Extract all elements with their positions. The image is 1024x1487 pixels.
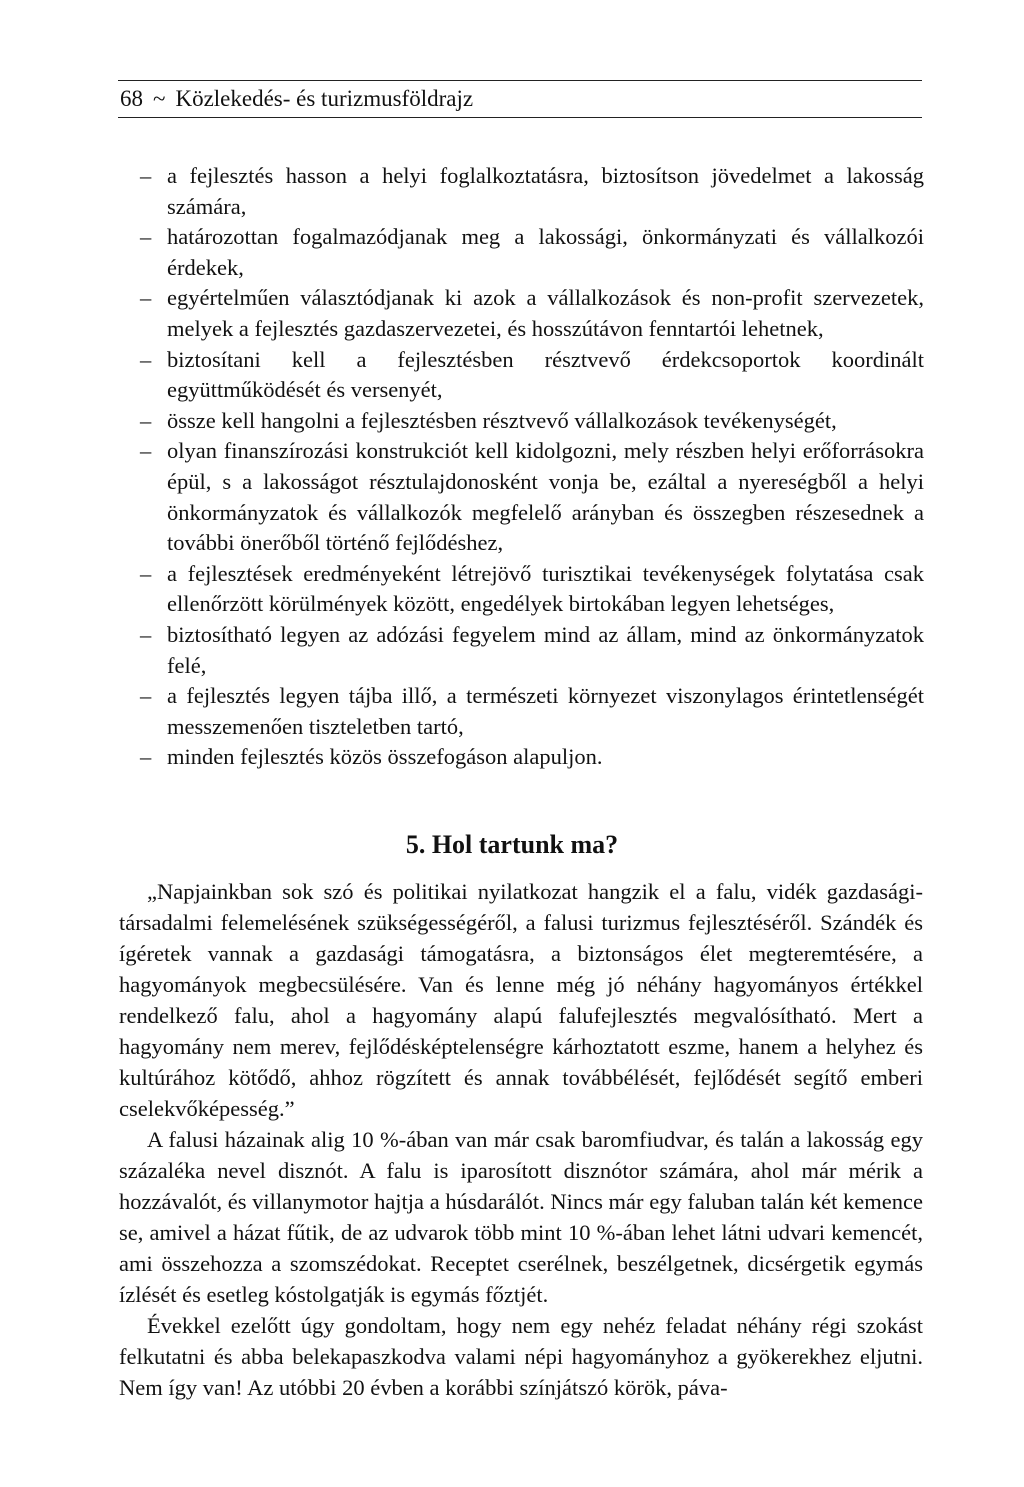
list-item: – biztosítható legyen az adózási fegyelem mind az állam, mind az önkormányzatok felé, [140,620,924,681]
list-item: – egyértelműen választódjanak ki azok a vállalkozások és non-profit szervezetek, melyek a fejlesztés gazdaszervezetei, és hosszútávon fenntartói lehetnek, [140,283,924,344]
list-item: – a fejlesztés legyen tájba illő, a természeti környezet viszonylagos érintetlenségét messzemenően tiszteletben tartó, [140,681,924,742]
page-number: 68 [120,86,143,111]
list-item: – olyan finanszírozási konstrukciót kell kidolgozni, mely részben helyi erőforrásokra épül, s a lakosságot résztulajdonosként vonja be, ezáltal a nyereségből a helyi önkormányzatok és vállalkozók megfelelő arányban és összegben részesednek a további önerőből történő fejlődéshez, [140,436,924,558]
list-item: – a fejlesztés hasson a helyi foglalkoztatásra, biztosítson jövedelmet a lakosság számára, [140,161,924,222]
header-title: Közlekedés- és turizmusföldrajz [175,86,474,111]
running-header [118,80,922,118]
list-item: – biztosítani kell a fejlesztésben résztvevő érdekcsoportok koordinált együttműködését és versenyét, [140,345,924,406]
list-item: – határozottan fogalmazódjanak meg a lakossági, önkormányzati és vállalkozói érdekek, [140,222,924,283]
list-item: – minden fejlesztés közös összefogáson alapuljon. [140,742,924,773]
list-item: – a fejlesztések eredményeként létrejövő turisztikai tevékenységek folytatása csak ellenőrzött körülmények között, engedélyek birtokában legyen lehetséges, [140,559,924,620]
header-text [120,85,483,113]
paragraph: A falusi házainak alig 10 %-ában van már csak baromfiudvar, és talán a lakosság egy százaléka nevel disznót. A falu is iparosított disznótor számára, ahol már mérik a hozzávalót, és villanymotor hajtja a húsdarálót. Nincs már egy faluban talán két kemence se, amivel a házat fűtik, de az udvarok több mint 10 %-ában lehet látni udvari kemencét, ami összehozza a szomszédokat. Receptet cserélnek, beszélgetnek, dicsérgetik egymás ízlését és esetleg kóstolgatják is egymás főztjét. [119,1127,923,1307]
list-item: – össze kell hangolni a fejlesztésben résztvevő vállalkozások tevékenységét, [140,406,924,437]
paragraph: Évekkel ezelőtt úgy gondoltam, hogy nem egy nehéz feladat néhány régi szokást felkutatni és abba belekapaszkodva valami népi hagyományhoz a gyökerekhez eljutni. Nem így van! Az utóbbi 20 évben a korábbi színjátszó körök, páva- [119,1313,923,1400]
section-title: 5. Hol tartunk ma? [405,830,619,859]
header-separator: ~ [153,86,166,111]
bullet-list [140,161,924,773]
body-text [119,876,923,1403]
paragraph: „Napjainkban sok szó és politikai nyilatkozat hangzik el a falu, vidék gazdasági-társadalmi felemelésének szükségességéről, a falusi turizmus fejlesztéséről. Szándék és ígéretek vannak a gazdasági támogatásra, a biztonságos élet megteremtésére, a hagyományok megbecsülésére. Van és lenne még jó néhány hagyományos értékkel rendelkező falu, ahol a hagyomány alapú falufejlesztés megvalósítható. Mert a hagyomány nem merev, fejlődésképtelenségre kárhoztatott eszme, hanem a helyhez és kultúrához kötődő, ahhoz rögzített és annak továbbélését, fejlődését segítő emberi cselekvőképesség.” [119,879,923,1121]
